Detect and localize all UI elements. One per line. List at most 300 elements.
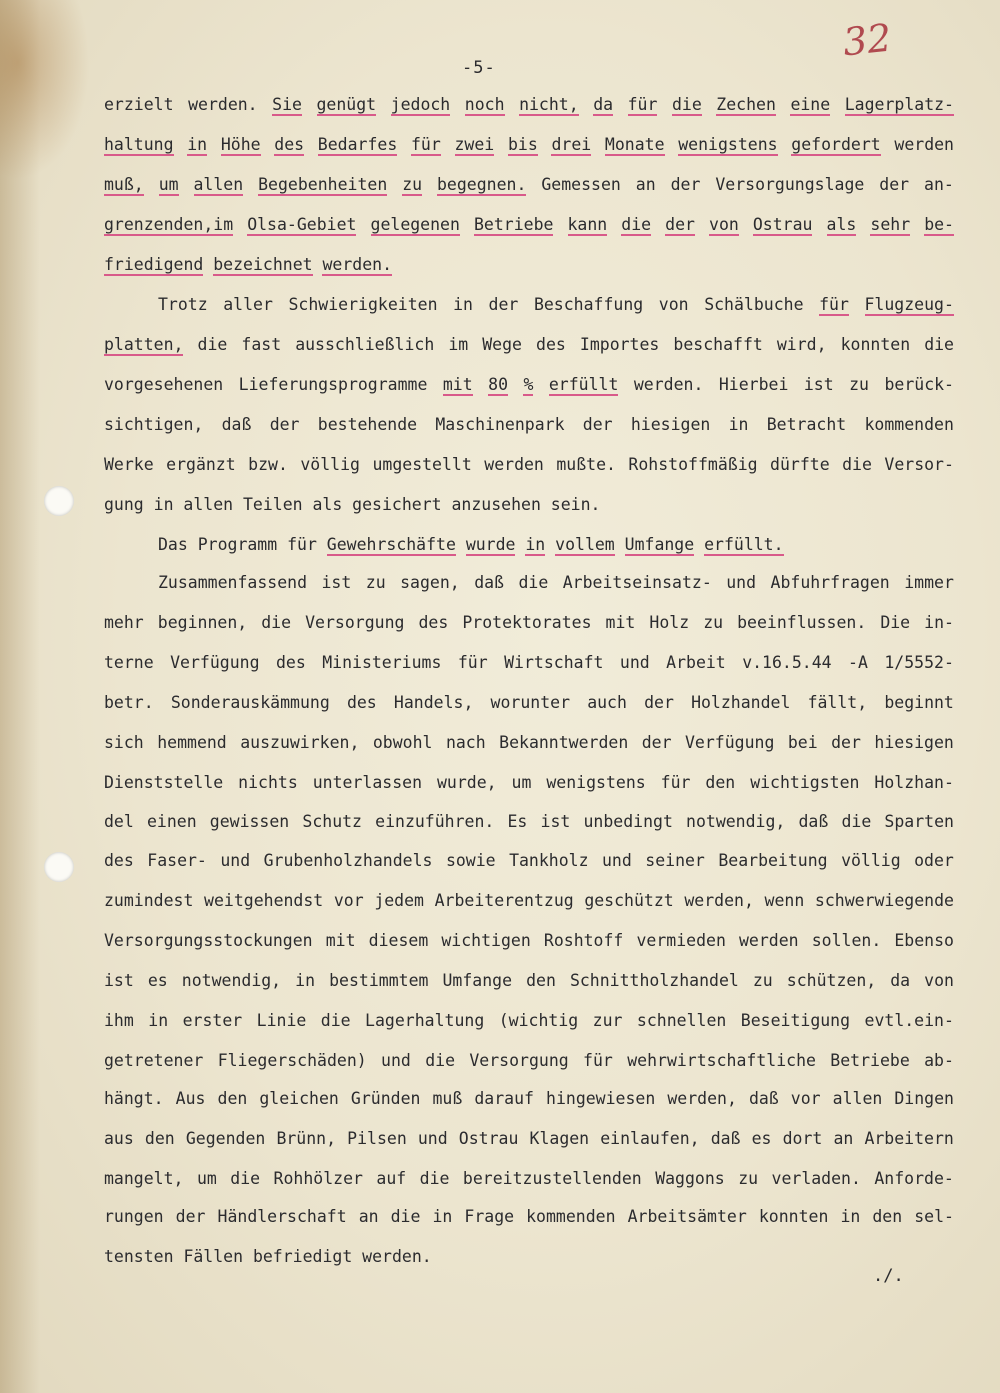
word: Gründen bbox=[350, 1089, 421, 1108]
word: unbedingt bbox=[583, 812, 673, 831]
word: beginnen, bbox=[157, 613, 248, 632]
word: Pilsen bbox=[347, 1129, 407, 1148]
word: für bbox=[819, 295, 849, 314]
word: werden bbox=[739, 931, 799, 950]
word: des bbox=[274, 135, 305, 154]
word: gleichen bbox=[259, 1089, 339, 1108]
word: werden. bbox=[633, 375, 704, 394]
word: verladen. bbox=[771, 1169, 861, 1188]
word: schützen, bbox=[786, 971, 877, 990]
word: werden, bbox=[684, 891, 754, 910]
word: vor bbox=[333, 891, 364, 910]
word: genügt bbox=[316, 95, 377, 114]
word: wird, bbox=[776, 335, 827, 354]
word: Bekanntwerden bbox=[499, 733, 629, 752]
word: ihm bbox=[104, 1011, 134, 1030]
word: aller bbox=[223, 295, 273, 314]
word: v.16.5.44 bbox=[742, 653, 832, 672]
word: worunter bbox=[490, 693, 571, 712]
word: ist bbox=[540, 812, 571, 831]
word: Faser- bbox=[147, 851, 207, 870]
word: Klagen bbox=[529, 1129, 590, 1148]
word: Arbeit bbox=[666, 653, 726, 672]
text-line bbox=[104, 1010, 954, 1032]
word: mußte. bbox=[556, 455, 616, 474]
word: Holz bbox=[649, 613, 690, 632]
word: Beschaffung bbox=[533, 295, 644, 314]
word: Handels, bbox=[393, 693, 474, 712]
word: zu bbox=[849, 375, 869, 394]
word: wenigstens bbox=[678, 135, 778, 154]
word: Sonderauskämmung bbox=[170, 693, 330, 712]
word: Linie bbox=[256, 1011, 307, 1030]
word: beginnt bbox=[884, 693, 954, 712]
word: die bbox=[261, 613, 292, 632]
word: Versorgung bbox=[305, 613, 405, 632]
word: vor bbox=[790, 1089, 821, 1108]
word: die bbox=[621, 215, 652, 234]
word: Schwierigkeiten bbox=[288, 295, 438, 314]
word: Versorgungsstockungen bbox=[104, 931, 313, 950]
word: hemmend bbox=[157, 733, 227, 752]
text-line bbox=[104, 890, 954, 912]
word: Gemessen bbox=[541, 175, 621, 194]
text-line bbox=[104, 811, 954, 833]
word: werden bbox=[894, 135, 954, 154]
text-line bbox=[104, 374, 954, 396]
word: die bbox=[842, 455, 872, 474]
word: die bbox=[419, 1169, 450, 1188]
word: Verfügung bbox=[685, 733, 775, 752]
word: beschafft bbox=[673, 335, 763, 354]
word: drei bbox=[551, 135, 592, 154]
word: Gewehrschäfte bbox=[326, 535, 456, 554]
word: Arbeitseinsatz- bbox=[562, 573, 712, 592]
word: kommenden bbox=[864, 415, 954, 434]
word: zu bbox=[752, 971, 773, 990]
word: für bbox=[583, 1051, 613, 1070]
word: der bbox=[582, 415, 613, 434]
word: in bbox=[840, 1207, 861, 1226]
word: vermieden bbox=[636, 931, 726, 950]
word: aus bbox=[104, 1129, 134, 1148]
word: Programm bbox=[197, 535, 278, 554]
word: Aus bbox=[175, 1089, 206, 1108]
word: nach bbox=[445, 733, 486, 752]
word: den bbox=[705, 773, 736, 792]
word: gesichert bbox=[352, 495, 442, 514]
word: für bbox=[457, 653, 488, 672]
word: als bbox=[826, 215, 857, 234]
word: seiner bbox=[645, 851, 705, 870]
word: (wichtig bbox=[498, 1011, 579, 1030]
word: des bbox=[275, 653, 306, 672]
word: in bbox=[525, 535, 546, 554]
word: Schälbuche bbox=[704, 295, 804, 314]
continuation-mark: ./. bbox=[873, 1266, 904, 1286]
word: Dingen bbox=[894, 1089, 954, 1108]
word: Umfange bbox=[624, 535, 695, 554]
text-line bbox=[158, 572, 954, 594]
word: bis bbox=[507, 135, 538, 154]
word: Fällen bbox=[183, 1247, 244, 1266]
word: Betriebe bbox=[473, 215, 554, 234]
word: umgestellt bbox=[372, 455, 472, 474]
word: zur bbox=[592, 1011, 623, 1030]
word: Bedarfes bbox=[317, 135, 398, 154]
word: haltung bbox=[104, 135, 174, 154]
text-line bbox=[104, 652, 954, 674]
word: Ebenso bbox=[894, 931, 954, 950]
word: Gegenden bbox=[185, 1129, 266, 1148]
word: anzusehen bbox=[451, 495, 541, 514]
word: Anforde- bbox=[874, 1169, 954, 1188]
word: völlig bbox=[841, 851, 901, 870]
word: fast bbox=[241, 335, 282, 354]
word: werden. bbox=[188, 95, 258, 114]
text-line bbox=[104, 94, 954, 116]
word: für bbox=[660, 773, 691, 792]
punch-hole-top bbox=[44, 486, 74, 516]
word: gewissen bbox=[209, 812, 290, 831]
word: jedem bbox=[374, 891, 424, 910]
text-line bbox=[104, 1168, 954, 1190]
word: allen bbox=[183, 495, 234, 514]
word: des bbox=[104, 851, 134, 870]
text-line bbox=[158, 534, 954, 556]
word: in- bbox=[924, 613, 954, 632]
word: wichtigen bbox=[441, 931, 531, 950]
word: sel- bbox=[914, 1207, 954, 1226]
word: Betriebe bbox=[830, 1051, 910, 1070]
word: des bbox=[418, 613, 449, 632]
word: Umfange bbox=[442, 971, 513, 990]
word: vollem bbox=[555, 535, 615, 554]
word: in bbox=[295, 971, 316, 990]
word: von bbox=[709, 215, 739, 234]
word: notwendig, bbox=[686, 812, 786, 831]
word: zu bbox=[703, 613, 724, 632]
word: werden. bbox=[322, 255, 393, 274]
punch-hole-bottom bbox=[44, 852, 74, 882]
word: mit bbox=[605, 613, 636, 632]
word: sollen. bbox=[811, 931, 882, 950]
word: Verfügung bbox=[170, 653, 260, 672]
word: in bbox=[432, 1207, 453, 1226]
word: geschützt bbox=[584, 891, 674, 910]
word: und bbox=[726, 573, 757, 592]
word: dürfte bbox=[770, 455, 830, 474]
word: konnten bbox=[758, 1207, 829, 1226]
word: obwohl bbox=[372, 733, 433, 752]
paper-corner-stain bbox=[0, 0, 90, 180]
word: daß bbox=[221, 415, 252, 434]
word: erfüllt. bbox=[704, 535, 784, 554]
word: Monate bbox=[604, 135, 665, 154]
word: erzielt bbox=[104, 95, 174, 114]
word: der bbox=[488, 295, 519, 314]
word: Importes bbox=[579, 335, 660, 354]
word: hiesigen bbox=[874, 733, 954, 752]
word: Arbeitsämter bbox=[627, 1207, 747, 1226]
word: jedoch bbox=[390, 95, 451, 114]
word: platten, bbox=[104, 335, 184, 354]
word: die bbox=[671, 95, 702, 114]
word: des bbox=[536, 335, 566, 354]
text-line bbox=[104, 732, 954, 754]
word: auszuwirken, bbox=[240, 733, 360, 752]
word: beeinflussen. bbox=[737, 613, 867, 632]
word: sich bbox=[104, 733, 144, 752]
text-line bbox=[104, 214, 954, 236]
word: wurde bbox=[465, 535, 516, 554]
word: Versorgungslage bbox=[715, 175, 865, 194]
word: für bbox=[627, 95, 658, 114]
text-line bbox=[104, 1128, 954, 1150]
word: die bbox=[518, 573, 549, 592]
word: völlig bbox=[300, 455, 360, 474]
word: Trotz bbox=[158, 295, 208, 314]
word: Tankholz bbox=[509, 851, 589, 870]
word: wichtigsten bbox=[750, 773, 860, 792]
word: Arbeitern bbox=[864, 1129, 954, 1148]
word: fällt, bbox=[807, 693, 868, 712]
word: von bbox=[658, 295, 689, 314]
word: der bbox=[175, 1207, 206, 1226]
word: gefordert bbox=[791, 135, 881, 154]
text-line bbox=[104, 254, 954, 276]
word: Begebenheiten bbox=[258, 175, 388, 194]
word: Frage bbox=[464, 1207, 515, 1226]
word: und bbox=[602, 851, 632, 870]
word: Brünn, bbox=[276, 1129, 337, 1148]
word: -A bbox=[848, 653, 868, 672]
word: in bbox=[187, 135, 208, 154]
word: vorgesehenen bbox=[104, 375, 224, 394]
word: ist bbox=[104, 971, 134, 990]
word: muß bbox=[432, 1089, 463, 1108]
word: zu bbox=[402, 175, 423, 194]
word: friedigend bbox=[104, 255, 204, 274]
word: es bbox=[751, 1129, 772, 1148]
word: um bbox=[196, 1169, 217, 1188]
word: allen bbox=[193, 175, 244, 194]
text-line bbox=[104, 174, 954, 196]
word: der bbox=[665, 215, 695, 234]
word: diesem bbox=[368, 931, 429, 950]
word: nicht, bbox=[519, 95, 579, 114]
word: zumindest bbox=[104, 891, 194, 910]
word: den bbox=[144, 1129, 175, 1148]
word: zwei bbox=[454, 135, 495, 154]
word: an- bbox=[924, 175, 954, 194]
text-line bbox=[104, 1246, 954, 1268]
word: den bbox=[526, 971, 556, 990]
word: einlaufen, bbox=[600, 1129, 700, 1148]
word: der bbox=[269, 415, 300, 434]
text-line bbox=[104, 334, 954, 356]
word: sehr bbox=[870, 215, 911, 234]
word: daß bbox=[710, 1129, 741, 1148]
word: Bearbeitung bbox=[718, 851, 828, 870]
word: Dienststelle bbox=[104, 773, 224, 792]
word: grenzenden,im bbox=[104, 215, 234, 234]
word: Arbeiterentzug bbox=[434, 891, 574, 910]
word: auch bbox=[587, 693, 627, 712]
word: unterlassen bbox=[312, 773, 423, 792]
word: Teilen bbox=[242, 495, 303, 514]
word: mehr bbox=[104, 613, 144, 632]
word: ergänzt bbox=[166, 455, 236, 474]
text-line bbox=[104, 692, 954, 714]
word: für bbox=[410, 135, 441, 154]
word: werden. bbox=[362, 1247, 432, 1266]
word: bzw. bbox=[248, 455, 288, 474]
page-number: -5- bbox=[462, 58, 496, 78]
word: Holzhan- bbox=[874, 773, 954, 792]
word: betr. bbox=[104, 693, 154, 712]
word: begegnen. bbox=[437, 175, 527, 194]
word: einzuführen. bbox=[375, 812, 495, 831]
word: daß bbox=[748, 1089, 779, 1108]
word: Protektorates bbox=[462, 613, 592, 632]
word: Olsa-Gebiet bbox=[247, 215, 357, 234]
word: Sparten bbox=[884, 812, 954, 831]
word: zu bbox=[738, 1169, 759, 1188]
word: der bbox=[670, 175, 701, 194]
word: % bbox=[523, 375, 534, 394]
word: bestimmtem bbox=[329, 971, 429, 990]
word: del bbox=[104, 812, 134, 831]
word: Ostrau bbox=[458, 1129, 519, 1148]
word: und bbox=[220, 851, 251, 870]
word: und bbox=[619, 653, 650, 672]
word: Sie bbox=[272, 95, 302, 114]
text-line bbox=[104, 1050, 954, 1072]
word: oder bbox=[914, 851, 954, 870]
word: noch bbox=[464, 95, 505, 114]
word: ab- bbox=[924, 1051, 954, 1070]
word: der bbox=[641, 733, 672, 752]
word: wurde, bbox=[436, 773, 497, 792]
word: und bbox=[417, 1129, 448, 1148]
word: notwendig, bbox=[181, 971, 282, 990]
word: Abfuhrfragen bbox=[770, 573, 890, 592]
word: einen bbox=[146, 812, 197, 831]
word: erster bbox=[182, 1011, 243, 1030]
word: berück- bbox=[884, 375, 954, 394]
word: Waggons bbox=[655, 1169, 725, 1188]
word: wenn bbox=[764, 891, 805, 910]
word: Grubenholzhandels bbox=[263, 851, 433, 870]
word: zu bbox=[365, 573, 386, 592]
word: Rohstoffmäßig bbox=[628, 455, 758, 474]
word: Holzhandel bbox=[691, 693, 791, 712]
word: bezeichnet bbox=[213, 255, 313, 274]
word: von bbox=[924, 971, 954, 990]
paper-edge-stain bbox=[0, 0, 40, 1393]
word: und bbox=[381, 1051, 411, 1070]
word: Maschinenpark bbox=[435, 415, 565, 434]
word: ist bbox=[803, 375, 834, 394]
word: daß bbox=[798, 812, 829, 831]
word: Lagerplatz- bbox=[844, 95, 954, 114]
word: sagen, bbox=[400, 573, 460, 592]
word: Die bbox=[880, 613, 911, 632]
word: kann bbox=[567, 215, 608, 234]
text-line bbox=[104, 1206, 954, 1228]
word: ist bbox=[321, 573, 352, 592]
word: an bbox=[635, 175, 656, 194]
word: immer bbox=[904, 573, 954, 592]
word: die bbox=[924, 335, 954, 354]
text-line bbox=[104, 930, 954, 952]
word: hängt. bbox=[104, 1089, 164, 1108]
word: bestehende bbox=[317, 415, 418, 434]
word: daß bbox=[474, 573, 504, 592]
word: für bbox=[287, 535, 317, 554]
word: an bbox=[358, 1207, 379, 1226]
word: allen bbox=[832, 1089, 883, 1108]
word: Zechen bbox=[716, 95, 776, 114]
word: bereitzustellenden bbox=[462, 1169, 642, 1188]
word: weitgehendst bbox=[204, 891, 324, 910]
text-line bbox=[104, 850, 954, 872]
word: getretener bbox=[104, 1051, 204, 1070]
word: Flugzeug- bbox=[864, 295, 954, 314]
word: Höhe bbox=[220, 135, 261, 154]
word: ausschließlich bbox=[295, 335, 435, 354]
word: mit bbox=[325, 931, 356, 950]
word: der bbox=[831, 733, 861, 752]
word: des bbox=[346, 693, 377, 712]
word: Händlerschaft bbox=[217, 1207, 347, 1226]
word: Ostrau bbox=[752, 215, 813, 234]
word: Fliegerschäden) bbox=[217, 1051, 367, 1070]
text-line bbox=[104, 612, 954, 634]
word: in bbox=[453, 295, 473, 314]
word: Wirtschaft bbox=[504, 653, 604, 672]
word: tensten bbox=[104, 1247, 174, 1266]
word: wehrwirtschaftliche bbox=[627, 1051, 816, 1070]
word: mangelt, bbox=[104, 1169, 184, 1188]
word: in bbox=[728, 415, 749, 434]
word: konnten bbox=[840, 335, 911, 354]
word: sein. bbox=[550, 495, 601, 514]
word: die bbox=[841, 812, 872, 831]
word: hingewiesen bbox=[546, 1089, 656, 1108]
word: schwerwiegende bbox=[814, 891, 954, 910]
word: muß, bbox=[104, 175, 144, 194]
word: sichtigen, bbox=[104, 415, 204, 434]
text-line bbox=[104, 1088, 954, 1110]
word: Das bbox=[158, 535, 188, 554]
word: Wege bbox=[482, 335, 522, 354]
word: sowie bbox=[445, 851, 496, 870]
word: Betracht bbox=[766, 415, 847, 434]
word: der bbox=[879, 175, 910, 194]
word: den bbox=[217, 1089, 248, 1108]
word: erfüllt bbox=[548, 375, 619, 394]
word: Schutz bbox=[302, 812, 362, 831]
word: mit bbox=[442, 375, 473, 394]
word: die bbox=[425, 1051, 456, 1070]
word: um bbox=[158, 175, 179, 194]
word: be- bbox=[924, 215, 954, 234]
word: der bbox=[644, 693, 674, 712]
word: da bbox=[890, 971, 911, 990]
text-line bbox=[104, 772, 954, 794]
